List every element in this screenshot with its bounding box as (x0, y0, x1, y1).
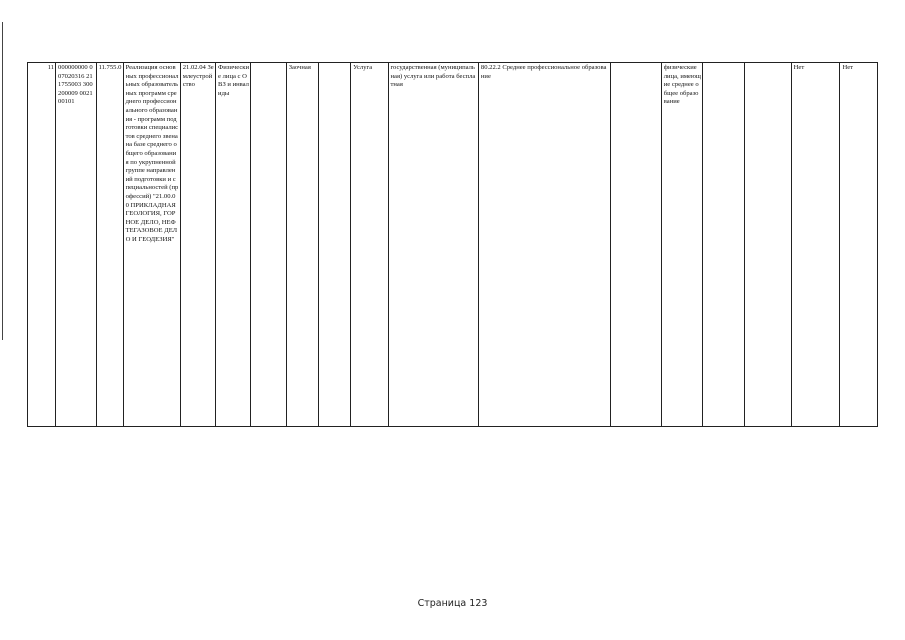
consumer-category: Физические лица с ОВЗ и инвалиды (216, 63, 251, 427)
registry-code: 000000000 007020316 211755003 300200009 002100101 (56, 63, 97, 427)
flag-2: Нет (840, 63, 878, 427)
service-name: Реализация основных профессиональных образовательных программ среднего профессионального образования - программ подготовки специалистов среднего звена на базе среднего общего образования по укрупненной группе направлений подготовки и специальностей (профессий) "21.00.00 ПРИКЛАДНАЯ ГЕОЛОГИЯ, ГОРНОЕ ДЕЛО, НЕФТЕГАЗОВОЕ ДЕЛО И ГЕОДЕЗИЯ" (123, 63, 180, 427)
empty-cell (610, 63, 661, 427)
empty-cell (318, 63, 350, 427)
empty-cell (251, 63, 286, 427)
row-number: 11 (28, 63, 56, 427)
education-form: Заочная (286, 63, 318, 427)
page-footer: Страница 123 (417, 598, 488, 609)
okved-name: 80.22.2 Среднее профессиональное образование (478, 63, 610, 427)
empty-cell (703, 63, 745, 427)
service-registry-table (27, 62, 878, 427)
service-type: Услуга (351, 63, 388, 427)
okved-code: 11.755.0 (96, 63, 123, 427)
service-kind: государственная (муниципальная) услуга или работа бесплатная (388, 63, 478, 427)
left-margin-rule (2, 22, 3, 340)
specialty: 21.02.04 Землеустройство (180, 63, 215, 427)
table-row (28, 63, 878, 427)
flag-1: Нет (791, 63, 840, 427)
empty-cell (744, 63, 791, 427)
consumers: физические лица, имеющие среднее общее образование (661, 63, 703, 427)
